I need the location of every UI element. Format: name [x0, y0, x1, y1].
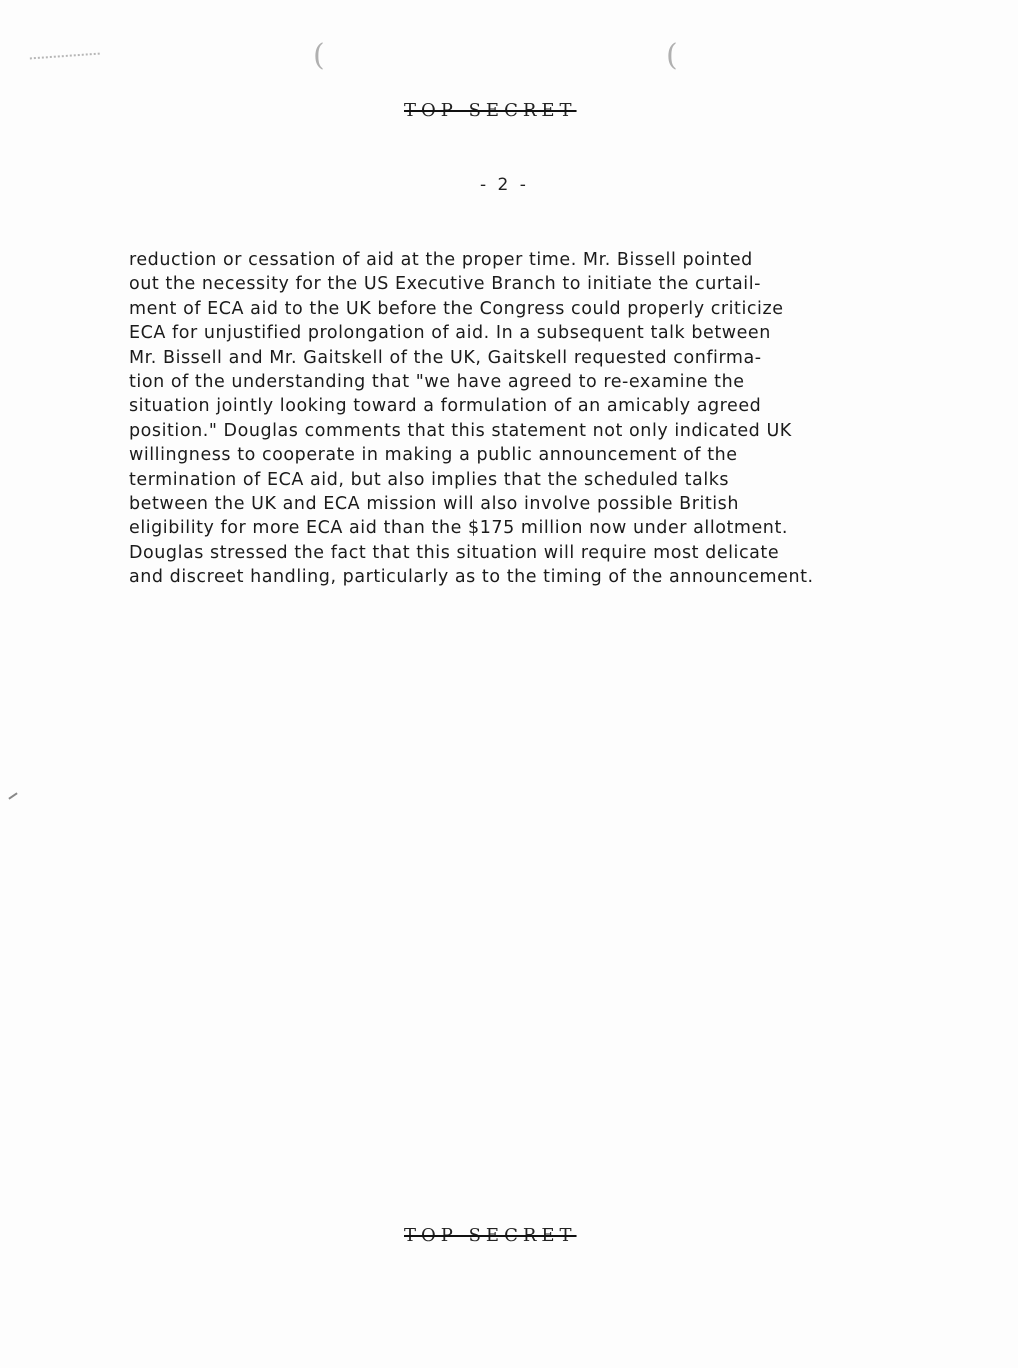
- body-line: willingness to cooperate in making a public announcement of the: [129, 445, 738, 466]
- body-line: reduction or cessation of aid at the proper time. Mr. Bissell pointed: [129, 250, 753, 270]
- bottom-classification-marking: TOP SECRET: [404, 1225, 577, 1246]
- body-line: termination of ECA aid, but also implies that the scheduled talks: [129, 469, 730, 490]
- punch-hole-mark-right: (: [666, 38, 678, 73]
- top-classification-marking: TOP SECRET: [404, 100, 577, 121]
- body-line: Douglas stressed the fact that this situation will require most delicate: [129, 542, 780, 563]
- body-line: out the necessity for the US Executive Branch to initiate the curtail-: [129, 274, 761, 295]
- memo-body: [129, 248, 929, 590]
- body-line: and discreet handling, particularly as to the timing of the announcement.: [129, 567, 814, 588]
- stray-pencil-mark: [8, 792, 17, 799]
- punch-hole-mark-left: (: [313, 38, 325, 73]
- body-line: eligibility for more ECA aid than the $175 million now under allotment.: [129, 518, 788, 539]
- body-line: position." Douglas comments that this statement not only indicated UK: [129, 420, 792, 441]
- body-line: situation jointly looking toward a formulation of an amicably agreed: [129, 396, 762, 417]
- page-number: - 2 -: [480, 175, 529, 195]
- ink-smudge: [30, 53, 100, 66]
- body-line: Mr. Bissell and Mr. Gaitskell of the UK, Gaitskell requested confirma-: [129, 347, 762, 368]
- body-line: ment of ECA aid to the UK before the Congress could properly criticize: [129, 298, 784, 319]
- body-line: tion of the understanding that "we have agreed to re-examine the: [129, 372, 745, 393]
- body-line: between the UK and ECA mission will also involve possible British: [129, 494, 739, 515]
- body-line: ECA for unjustified prolongation of aid. In a subsequent talk between: [129, 323, 771, 344]
